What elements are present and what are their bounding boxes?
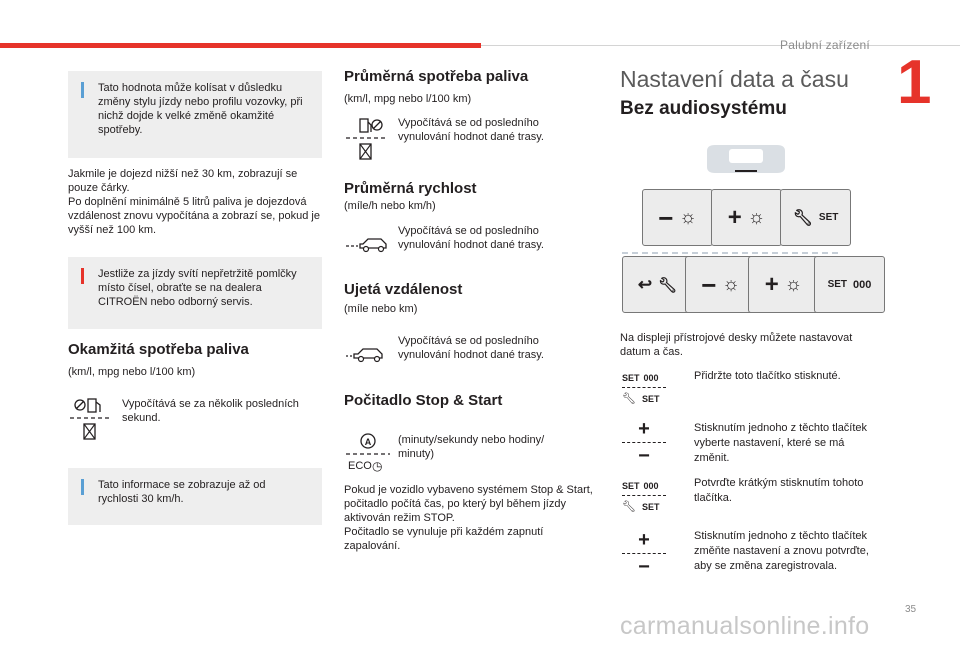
button-minus-brightness[interactable] [642,189,713,246]
dashed-divider [622,387,666,388]
light-icon: ☼ [722,273,740,295]
light-icon: ☼ [679,206,697,228]
heading-average-speed: Průměrná rychlost [344,180,477,197]
heading-distance: Ujetá vzdálenost [344,281,463,298]
step2-icon [622,420,666,465]
return-icon: ↩ [637,274,653,294]
step-2-text: Stisknutím jednoho z těchto tlačítek vyberte nastavení, které se má změnit. [694,422,868,464]
separator-dashed [622,252,838,254]
button-minus-light[interactable] [685,256,756,313]
distance-car-icon [344,340,390,366]
info-note-speed [68,468,322,525]
plus-icon: + [727,203,742,231]
intro-text: Na displeji přístrojové desky můžete nastavovat datum a čas. [620,332,853,358]
step-3-text: Potvrďte krátkým stisknutím tohoto tlačítka. [694,477,864,504]
set-label: SET [622,481,640,491]
stop-start-paragraph: Pokud je vozidlo vybaveno systémem Stop & Start, počitadlo počítá čas, po který byl během jízdy aktivován režim STOP. Počitadlo se vynuluje při každém zapnutí zapalování. [344,484,593,552]
heading-instant-consumption: Okamžitá spotřeba paliva [68,341,249,358]
header-red-rule [0,43,481,48]
wrench-icon: 🔧︎ [792,209,813,227]
range-paragraph: Jakmile je dojezd nižší než 30 km, zobrazují se pouze čárky. Po doplnění minimálně 5 litrů paliva je dojezdová vzdálenost znovu vypočítána a zobrazí se, pokud je vyšší než 100 km. [68,168,320,236]
instant-units: (km/l, mpg nebo l/100 km) [68,366,196,378]
step3-icon [622,481,666,513]
heading-no-audio: Bez audiosystému [620,98,787,119]
step-4-text: Stisknutím jednoho z těchto tlačítek změňte nastavení a znovu potvrďte, aby se změna zaregistrovala. [694,530,869,572]
warning-bar [81,268,84,284]
distance-description: Vypočítává se od posledního vynulování hodnot dané trasy. [398,335,544,361]
set-label: SET [641,393,660,404]
wrench-icon: 🔧︎ [658,276,678,294]
average-speed-description: Vypočítává se od posledního vynulování hodnot dané trasy. [398,225,544,251]
info-bar [81,82,84,98]
dashed-divider [622,495,666,496]
info-note-text: Tato hodnota může kolísat v důsledku změny stylu jízdy nebo profilu vozovky, při nichž dojde k velké změně okamžité spotřeby. [98,82,303,136]
plus-icon: + [638,529,650,551]
set-label: SET [622,373,640,383]
instant-consumption-icon [68,396,114,442]
eco-clock-icon: ◷ [372,459,383,473]
warning-text: Jestliže za jízdy svítí nepřetržitě pomlčky místo čísel, obraťte se na dealera CITROËN nebo odborný servis. [98,268,297,308]
watermark: carmanualsonline.info [620,612,870,640]
button-plus-brightness[interactable] [711,189,782,246]
minus-icon: − [638,445,650,467]
average-consumption-units: (km/l, mpg nebo l/100 km) [344,93,472,105]
light-icon: ☼ [747,206,766,228]
heading-average-consumption: Průměrná spotřeba paliva [344,68,529,85]
average-consumption-icon [344,116,390,162]
stop-start-icon [344,432,392,474]
step1-icon [622,373,666,405]
page-number: 35 [905,604,917,615]
eco-label: ECO [348,460,372,472]
instant-description: Vypočítává se za několik posledních sekund. [122,398,299,424]
info-note-speed-text: Tato informace se zobrazuje až od rychlosti 30 km/h. [98,479,266,505]
warning-note [68,257,322,329]
dashed-divider [622,553,666,554]
minus-icon: − [638,556,650,578]
chapter-number: 1 [897,48,932,117]
wrench-icon: 🔧︎ [622,501,636,513]
zero-label: 000 [853,278,872,291]
plus-icon: + [764,270,779,298]
wrench-icon: 🔧︎ [622,393,636,405]
distance-units: (míle nebo km) [344,303,418,315]
zero-label: 000 [643,373,659,383]
button-wrench-set[interactable] [780,189,851,246]
heading-date-time: Nastavení data a času [620,66,849,92]
stop-start-units: (minuty/sekundy nebo hodiny/ minuty) [398,434,545,460]
dashed-divider [622,442,666,443]
button-return-wrench[interactable] [622,256,693,313]
zero-label: 000 [643,481,659,491]
light-icon: ☼ [784,273,803,295]
plus-icon: + [638,418,650,440]
average-consumption-description: Vypočítává se od posledního vynulování hodnot dané trasy. [398,117,544,143]
set-label: SET [827,279,848,290]
minus-icon: − [701,269,717,300]
set-label: SET [818,212,839,223]
average-speed-units: (míle/h nebo km/h) [344,200,436,212]
section-label: Palubní zařízení [780,38,870,52]
info-note-variation [68,71,322,158]
svg-text:A: A [364,437,372,447]
average-speed-car-icon [344,230,390,256]
button-plus-light[interactable] [748,256,819,313]
instrument-cluster-icon [703,143,789,176]
minus-icon: − [658,202,674,233]
heading-stop-start: Počitadlo Stop & Start [344,392,503,409]
step4-icon [622,531,666,576]
info-bar-2 [81,479,84,495]
set-label: SET [641,501,660,512]
header-grey-rule [481,45,960,46]
step-1-text: Přidržte toto tlačítko stisknuté. [694,370,841,382]
button-set-000[interactable] [814,256,885,313]
